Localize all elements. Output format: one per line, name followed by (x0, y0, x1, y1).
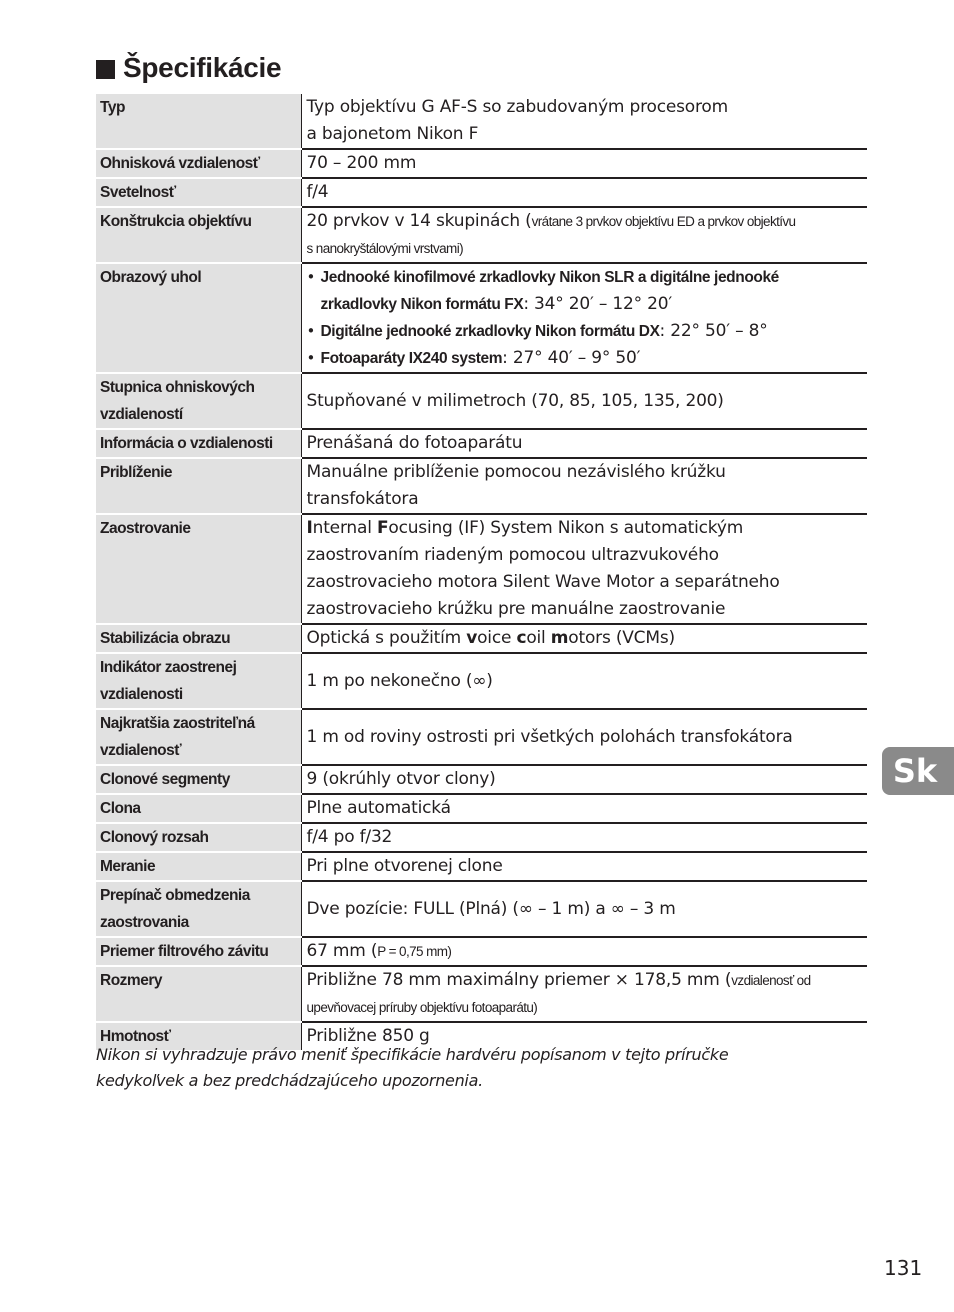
spec-key: Meranie (96, 852, 301, 881)
table-row (96, 429, 867, 458)
spec-key: Priemer filtrového závitu (96, 937, 301, 966)
page-title (96, 52, 281, 84)
spec-key: Obrazový uhol (96, 263, 301, 373)
table-row (96, 653, 867, 709)
square-bullet-icon (96, 60, 115, 79)
spec-value: 20 prvkov v 14 skupinách (vrátane 3 prvkov objektívu ED a prvkov objektívu s nanokryštálovými vrstvami) (301, 207, 867, 263)
table-row (96, 966, 867, 1022)
list-item: • Digitálne jednooké zrkadlovky Nikon formátu DX: 22° 50′ – 8° (306, 321, 768, 341)
table-row (96, 823, 867, 852)
table-row (96, 794, 867, 823)
spec-key: Stupnica ohniskových vzdialeností (96, 373, 301, 429)
spec-value: 1 m po nekonečno (∞) (301, 653, 867, 709)
spec-value: Plne automatická (301, 794, 867, 823)
table-row (96, 94, 867, 149)
page-title-text: Špecifikácie (123, 52, 282, 83)
spec-value: Dve pozície: FULL (Plná) (∞ – 1 m) a ∞ – 3 m (301, 881, 867, 937)
spec-value: 70 – 200 mm (301, 149, 867, 178)
spec-key: Prepínač obmedzenia zaostrovania (96, 881, 301, 937)
spec-value: Pri plne otvorenej clone (301, 852, 867, 881)
spec-value: 9 (okrúhly otvor clony) (301, 765, 867, 794)
spec-key: Typ (96, 94, 301, 149)
spec-value: Prenášaná do fotoaparátu (301, 429, 867, 458)
spec-key: Zaostrovanie (96, 514, 301, 624)
spec-key: Konštrukcia objektívu (96, 207, 301, 263)
spec-key: Clonový rozsah (96, 823, 301, 852)
table-row (96, 458, 867, 514)
spec-value: Približne 78 mm maximálny priemer × 178,5 mm (vzdialenosť od upevňovacej príruby objektívu fotoaparátu) (301, 966, 867, 1022)
spec-key: Svetelnosť (96, 178, 301, 207)
table-row (96, 207, 867, 263)
spec-key: Stabilizácia obrazu (96, 624, 301, 653)
spec-value: 67 mm (P = 0,75 mm) (301, 937, 867, 966)
spec-key: Najkratšia zaostriteľná vzdialenosť (96, 709, 301, 765)
spec-value: Typ objektívu G AF-S so zabudovaným procesorom a bajonetom Nikon F (306, 97, 728, 144)
spec-value: Internal Focusing (IF) System Nikon s automatickým zaostrovaním riadeným pomocou ultrazvukového zaostrovacieho motora Silent Wave Motor a separátneho zaostrovacieho krúžku pre manuálne zaostrovanie (301, 514, 867, 624)
table-row (96, 149, 867, 178)
footnote (96, 1042, 816, 1094)
table-row (96, 263, 867, 373)
spec-value: f/4 po f/32 (301, 823, 867, 852)
table-row (96, 624, 867, 653)
table-row (96, 514, 867, 624)
table-row (96, 765, 867, 794)
footnote-line-2: kedykoľvek a bez predchádzajúceho upozornenia. (96, 1071, 483, 1090)
spec-table (96, 94, 867, 1050)
spec-value: Stupňované v milimetroch (70, 85, 105, 135, 200) (301, 373, 867, 429)
table-row (96, 373, 867, 429)
table-row (96, 852, 867, 881)
table-row (96, 178, 867, 207)
list-item: • Fotoaparáty IX240 system: 27° 40′ – 9° 50′ (306, 348, 641, 368)
spec-key: Clona (96, 794, 301, 823)
spec-key: Ohnisková vzdialenosť (96, 149, 301, 178)
spec-value: 1 m od roviny ostrosti pri všetkých polohách transfokátora (301, 709, 867, 765)
footnote-line-1: Nikon si vyhradzuje právo meniť špecifikácie hardvéru popísanom v tejto príručke (96, 1045, 729, 1064)
spec-value: Optická s použitím voice coil motors (VCMs) (301, 624, 867, 653)
table-row (96, 881, 867, 937)
table-row (96, 709, 867, 765)
spec-key: Informácia o vzdialenosti (96, 429, 301, 458)
spec-key: Hmotnosť (96, 1022, 301, 1050)
spec-key: Priblíženie (96, 458, 301, 514)
page-number: 131 (884, 1256, 923, 1280)
list-item: • Jednooké kinofilmové zrkadlovky Nikon SLR a digitálne jednooké zrkadlovky Nikon formátu FX: 34° 20′ – 12° 20′ (306, 268, 779, 314)
spec-value: f/4 (301, 178, 867, 207)
spec-key: Rozmery (96, 966, 301, 1022)
spec-value: Manuálne priblíženie pomocou nezávislého krúžku transfokátora (301, 458, 867, 514)
spec-key: Indikátor zaostrenej vzdialenosti (96, 653, 301, 709)
language-tab: Sk (882, 747, 954, 795)
spec-value: Približne 850 g (301, 1022, 867, 1050)
table-row (96, 937, 867, 966)
spec-key: Clonové segmenty (96, 765, 301, 794)
spec-value (301, 263, 867, 373)
